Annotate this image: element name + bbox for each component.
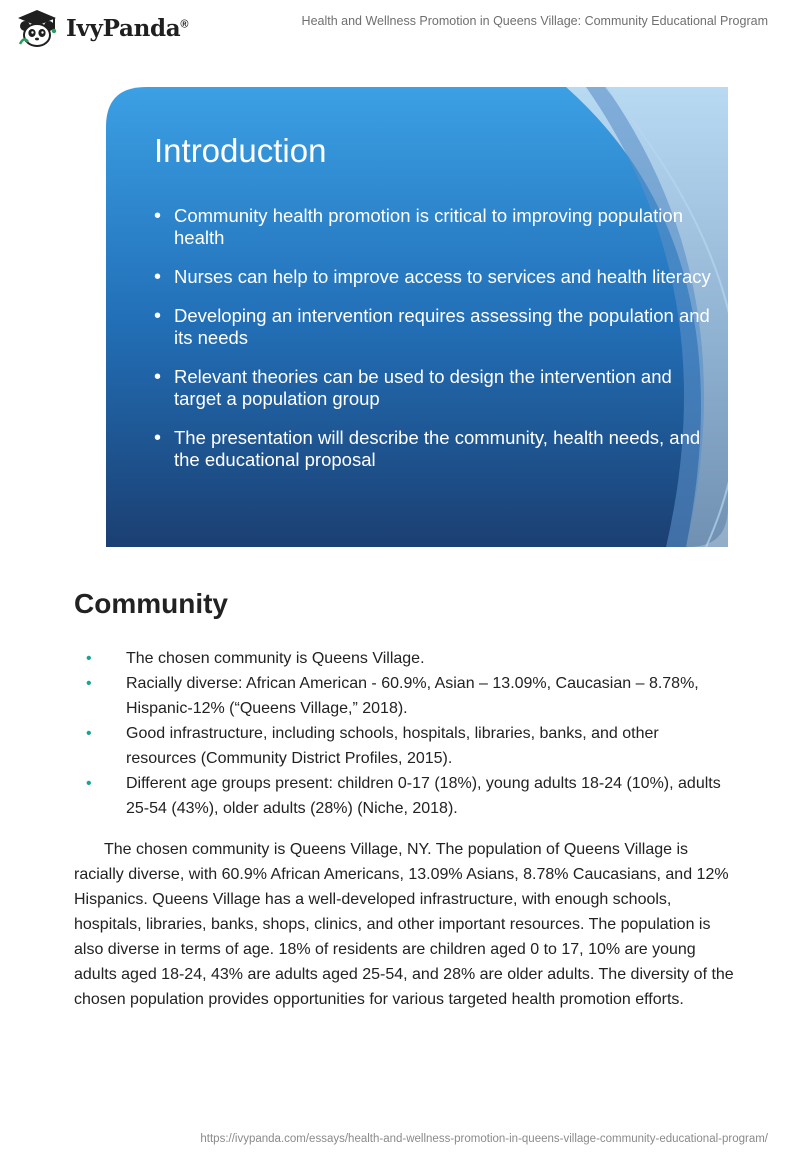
panda-graduate-icon bbox=[14, 8, 60, 48]
community-bullet-list bbox=[86, 646, 726, 821]
list-item-text: Good infrastructure, including schools, hospitals, libraries, banks, and other resources (Community District Profiles, 2015). bbox=[126, 725, 659, 767]
list-item bbox=[86, 721, 726, 771]
list-item bbox=[86, 646, 726, 671]
bullet-icon: • bbox=[86, 775, 92, 792]
slide-bullet: • Developing an intervention requires assessing the population and its needs bbox=[154, 305, 714, 349]
slide-bullet: • Nurses can help to improve access to services and health literacy bbox=[154, 266, 714, 288]
slide-bullet-list bbox=[154, 205, 714, 488]
list-item-text: The chosen community is Queens Village. bbox=[126, 650, 425, 667]
slide-bullet: • The presentation will describe the community, health needs, and the educational proposal bbox=[154, 427, 714, 471]
presentation-slide bbox=[106, 87, 728, 547]
slide-title: Introduction bbox=[154, 132, 327, 169]
document-title: Health and Wellness Promotion in Queens Village: Community Educational Program bbox=[301, 14, 768, 28]
body-paragraph: The chosen community is Queens Village, NY. The population of Queens Village is racially diverse, with 60.9% African Americans, 13.09% Asians, 8.78% Caucasians, and 12% Hispanics. Queens Village has a well-developed infrastructure, with enough schools, hospitals, libraries, banks, shops, clinics, and other important resources. The population is also diverse in terms of age. 18% of residents are children aged 0 to 17, 10% are young adults aged 18-24, 43% are adults aged 25-54, and 28% are older adults. The diversity of the chosen population provides opportunities for various targeted health promotion efforts. bbox=[74, 841, 734, 1008]
list-item-text: Different age groups present: children 0-17 (18%), young adults 18-24 (10%), adults 25-54 (43%), older adults (28%) (Niche, 2018). bbox=[126, 775, 721, 817]
slide-bullet: • Relevant theories can be used to design the intervention and target a population group bbox=[154, 366, 714, 410]
source-url-link[interactable]: https://ivypanda.com/essays/health-and-wellness-promotion-in-queens-village-community-educational-program/ bbox=[200, 1133, 768, 1145]
bullet-icon: • bbox=[86, 675, 92, 692]
list-item bbox=[86, 771, 726, 821]
bullet-icon: • bbox=[86, 725, 92, 742]
logo-wordmark: IvyPanda® bbox=[66, 14, 189, 42]
list-item-text: Racially diverse: African American - 60.9%, Asian – 13.09%, Caucasian – 8.78%, Hispanic-12% (“Queens Village,” 2018). bbox=[126, 675, 699, 717]
bullet-icon: • bbox=[86, 650, 92, 667]
page-header bbox=[0, 0, 800, 56]
list-item bbox=[86, 671, 726, 721]
slide-bullet: • Community health promotion is critical to improving population health bbox=[154, 205, 714, 249]
section-heading: Community bbox=[74, 588, 228, 619]
ivypanda-logo[interactable] bbox=[14, 8, 188, 48]
